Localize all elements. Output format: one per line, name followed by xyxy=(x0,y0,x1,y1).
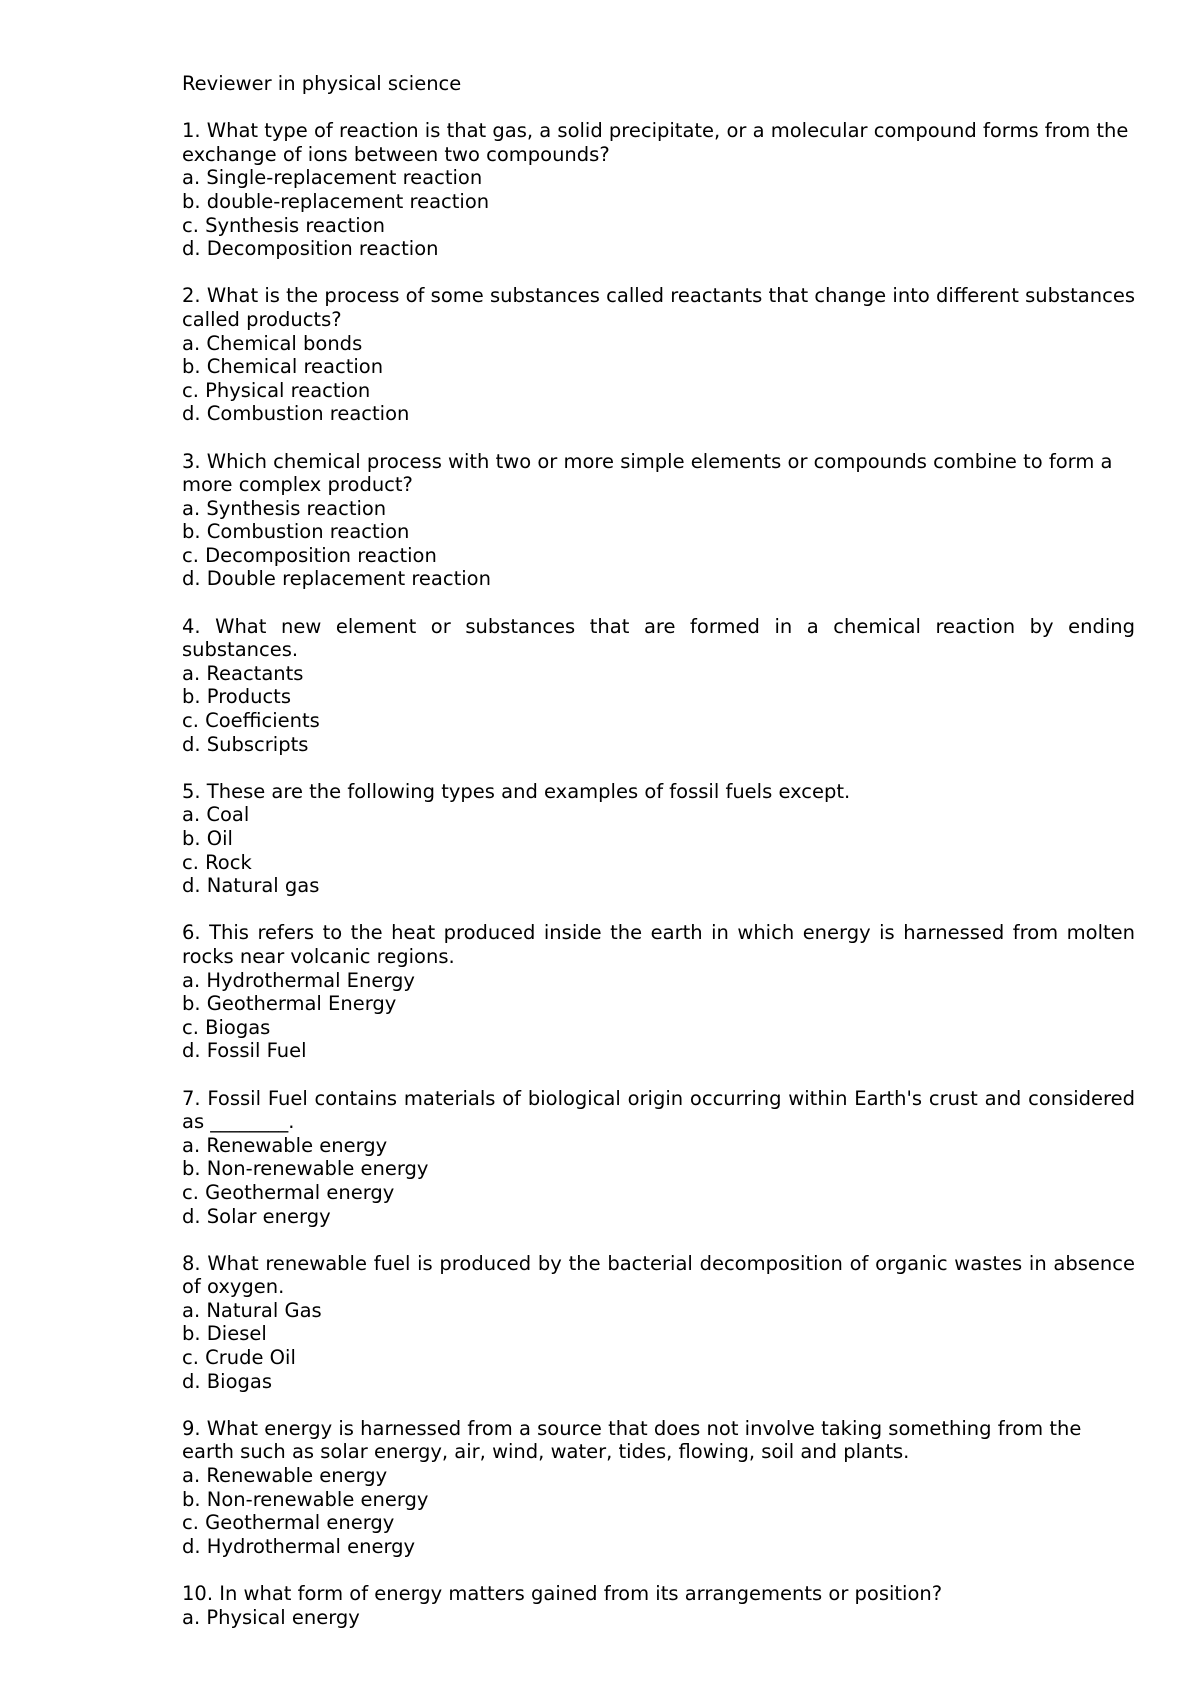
choice-d: d. Fossil Fuel xyxy=(182,1039,307,1063)
choice-a: a. Hydrothermal Energy xyxy=(182,968,415,992)
choice-d: d. Double replacement reaction xyxy=(182,567,491,591)
question-text: 10. In what form of energy matters gained from its arrangements or position? xyxy=(182,1582,943,1605)
choice-a: a. Renewable energy xyxy=(182,1133,388,1157)
document-page xyxy=(182,72,1135,1653)
choice-a: a. Coal xyxy=(182,803,250,827)
choice-b: b. double-replacement reaction xyxy=(182,189,490,213)
question-text: 8. What renewable fuel is produced by the bacterial decomposition of organic wastes in absence of oxygen. xyxy=(182,1251,1135,1299)
question-1 xyxy=(182,119,1135,261)
choice-b: b. Non-renewable energy xyxy=(182,1157,429,1181)
choice-d: d. Decomposition reaction xyxy=(182,237,439,261)
question-3 xyxy=(182,450,1135,592)
choice-b: b. Products xyxy=(182,685,291,709)
choice-c: c. Rock xyxy=(182,850,252,874)
choice-c: c. Geothermal energy xyxy=(182,1180,395,1204)
choice-d: d. Solar energy xyxy=(182,1204,331,1228)
question-text: 5. These are the following types and examples of fossil fuels except. xyxy=(182,779,851,803)
question-6 xyxy=(182,921,1135,1063)
choice-a: a. Natural Gas xyxy=(182,1298,322,1322)
question-9 xyxy=(182,1417,1135,1559)
question-2 xyxy=(182,284,1135,426)
question-text: 4. What new element or substances that are formed in a chemical reaction by ending substances. xyxy=(182,614,1135,662)
choice-d: d. Biogas xyxy=(182,1369,272,1393)
question-text: 9. What energy is harnessed from a source that does not involve taking something from the earth such as solar energy, air, wind, water, tides, flowing, soil and plants. xyxy=(182,1416,1082,1464)
question-text: 6. This refers to the heat produced inside the earth in which energy is harnessed from molten rocks near volcanic regions. xyxy=(182,921,1135,968)
choice-d: d. Natural gas xyxy=(182,874,320,898)
choice-c: c. Decomposition reaction xyxy=(182,543,437,567)
document-title: Reviewer in physical science xyxy=(182,72,462,95)
choice-b: b. Non-renewable energy xyxy=(182,1487,429,1511)
question-text: 1. What type of reaction is that gas, a solid precipitate, or a molecular compound forms from the exchange of ions between two compounds? xyxy=(182,119,1129,166)
choice-c: c. Biogas xyxy=(182,1015,271,1039)
question-10 xyxy=(182,1582,1135,1629)
choice-a: a. Single-replacement reaction xyxy=(182,166,483,190)
choice-c: c. Crude Oil xyxy=(182,1346,296,1370)
question-text: 2. What is the process of some substances called reactants that change into different substances called products? xyxy=(182,284,1135,331)
choice-c: c. Physical reaction xyxy=(182,378,371,402)
choice-c: c. Geothermal energy xyxy=(182,1511,395,1535)
question-5 xyxy=(182,780,1135,898)
choice-b: b. Geothermal Energy xyxy=(182,992,397,1016)
choice-b: b. Oil xyxy=(182,827,233,850)
choice-d: d. Combustion reaction xyxy=(182,402,410,426)
choice-a: a. Reactants xyxy=(182,661,304,685)
choice-c: c. Coefficients xyxy=(182,709,320,733)
choice-a: a. Renewable energy xyxy=(182,1464,388,1488)
choice-d: d. Hydrothermal energy xyxy=(182,1534,416,1558)
question-4 xyxy=(182,615,1135,757)
question-text: 3. Which chemical process with two or more simple elements or compounds combine to form a more complex product? xyxy=(182,449,1113,497)
choice-a: a. Synthesis reaction xyxy=(182,496,387,520)
question-7 xyxy=(182,1087,1135,1229)
question-text: 7. Fossil Fuel contains materials of biological origin occurring within Earth's crust and considered as ________. xyxy=(182,1086,1135,1134)
choice-a: a. Physical energy xyxy=(182,1605,360,1629)
choice-d: d. Subscripts xyxy=(182,732,309,756)
choice-b: b. Chemical reaction xyxy=(182,355,384,379)
choice-c: c. Synthesis reaction xyxy=(182,213,385,237)
choice-a: a. Chemical bonds xyxy=(182,331,363,355)
choice-b: b. Combustion reaction xyxy=(182,520,410,544)
question-8 xyxy=(182,1252,1135,1394)
choice-b: b. Diesel xyxy=(182,1322,267,1346)
